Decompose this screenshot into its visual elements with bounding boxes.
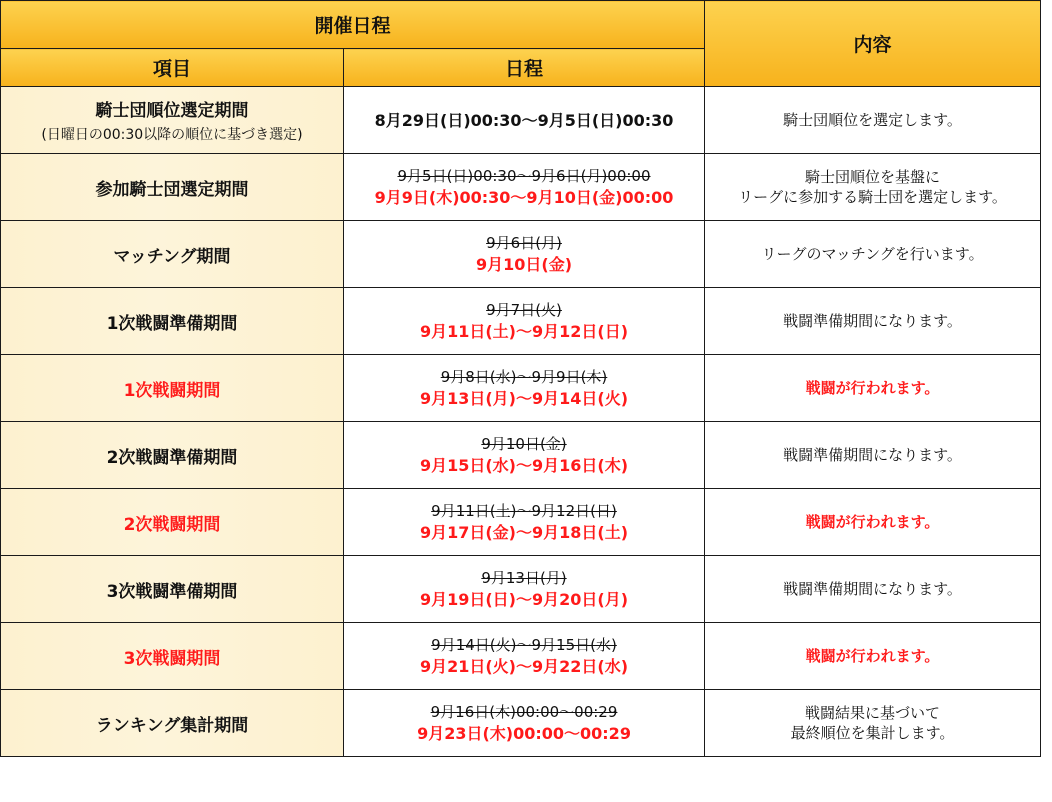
table-row — [1, 288, 1041, 355]
table-row — [1, 154, 1041, 221]
schedule-date-cell — [344, 87, 705, 154]
schedule-item-label: 2次戦闘期間 — [123, 514, 221, 535]
schedule-date-new: 9月9日(木)00:30〜9月10日(金)00:00 — [374, 188, 674, 207]
schedule-date-new: 9月23日(木)00:00〜00:29 — [417, 724, 631, 743]
table-row — [1, 489, 1041, 556]
schedule-item-note: (日曜日の00:30以降の順位に基づき選定) — [41, 127, 303, 143]
schedule-content-text: リーグのマッチングを行います。 — [761, 245, 984, 263]
schedule-date-old: 9月10日(金) — [481, 435, 567, 453]
schedule-date-old: 9月8日(水)〜9月9日(木) — [440, 368, 608, 386]
schedule-content-cell — [705, 422, 1041, 489]
header-date: 日程 — [344, 49, 705, 87]
schedule-content-text: 戦闘準備期間になります。 — [783, 446, 962, 464]
schedule-item-cell — [1, 87, 344, 154]
schedule-rows — [1, 87, 1041, 757]
schedule-item-label: 騎士団順位選定期間 — [95, 101, 249, 121]
schedule-date-new: 9月17日(金)〜9月18日(土) — [419, 523, 629, 542]
schedule-item-cell — [1, 221, 344, 288]
schedule-date-old: 9月14日(火)〜9月15日(水) — [431, 636, 617, 654]
schedule-content-text: 戦闘が行われます。 — [805, 513, 940, 531]
schedule-item-cell — [1, 355, 344, 422]
schedule-date-old: 9月13日(月) — [481, 569, 567, 587]
schedule-item-label: 2次戦闘準備期間 — [106, 447, 238, 468]
table-row — [1, 422, 1041, 489]
table-row — [1, 623, 1041, 690]
schedule-date-old: 9月7日(火) — [486, 301, 562, 319]
schedule-date-cell — [344, 154, 705, 221]
schedule-item-cell — [1, 154, 344, 221]
schedule-content-cell — [705, 690, 1041, 757]
table-row — [1, 355, 1041, 422]
schedule-date-cell — [344, 422, 705, 489]
schedule-content-text: 騎士団順位を基盤に — [805, 168, 941, 186]
table-row — [1, 87, 1041, 154]
header-schedule-group: 開催日程 — [1, 1, 705, 49]
schedule-content-text: リーグに参加する騎士団を選定します。 — [738, 188, 1007, 206]
table-row — [1, 690, 1041, 757]
schedule-content-cell — [705, 288, 1041, 355]
schedule-content-text: 戦闘が行われます。 — [805, 647, 940, 665]
schedule-content-text: 戦闘準備期間になります。 — [783, 312, 962, 330]
schedule-date-new: 9月19日(日)〜9月20日(月) — [419, 590, 629, 609]
schedule-content-cell — [705, 87, 1041, 154]
schedule-item-cell — [1, 422, 344, 489]
table-row — [1, 556, 1041, 623]
schedule-date-new: 9月10日(金) — [475, 255, 573, 274]
schedule-date-new: 9月13日(月)〜9月14日(火) — [419, 389, 629, 408]
schedule-content-cell — [705, 556, 1041, 623]
schedule-date: 8月29日(日)00:30〜9月5日(日)00:30 — [374, 110, 674, 130]
schedule-item-label: ランキング集計期間 — [95, 715, 249, 736]
schedule-content-cell — [705, 154, 1041, 221]
schedule-content-text: 戦闘結果に基づいて — [805, 704, 941, 722]
schedule-item-cell — [1, 623, 344, 690]
schedule-content-cell — [705, 355, 1041, 422]
schedule-item-label: 1次戦闘準備期間 — [106, 313, 238, 334]
schedule-date-cell — [344, 489, 705, 556]
header-content: 内容 — [705, 1, 1041, 87]
schedule-content-cell — [705, 489, 1041, 556]
schedule-item-label: 1次戦闘期間 — [123, 380, 221, 401]
schedule-item-cell — [1, 690, 344, 757]
schedule-item-cell — [1, 288, 344, 355]
schedule-content-text: 騎士団順位を選定します。 — [783, 111, 962, 129]
schedule-date-new: 9月11日(土)〜9月12日(日) — [419, 322, 629, 341]
schedule-item-label: 3次戦闘準備期間 — [106, 581, 238, 602]
schedule-item-cell — [1, 556, 344, 623]
schedule-item-label: 参加騎士団選定期間 — [95, 179, 249, 200]
schedule-date-cell — [344, 288, 705, 355]
schedule-date-new: 9月15日(水)〜9月16日(木) — [419, 456, 629, 475]
schedule-date-cell — [344, 556, 705, 623]
schedule-date-new: 9月21日(火)〜9月22日(水) — [419, 657, 629, 676]
schedule-content-text: 戦闘準備期間になります。 — [783, 580, 962, 598]
schedule-item-cell — [1, 489, 344, 556]
schedule-date-cell — [344, 623, 705, 690]
schedule-content-text: 最終順位を集計します。 — [790, 724, 955, 742]
schedule-date-cell — [344, 221, 705, 288]
table-row — [1, 221, 1041, 288]
header-item: 項目 — [1, 49, 344, 87]
schedule-item-label: 3次戦闘期間 — [123, 648, 221, 669]
schedule-date-cell — [344, 690, 705, 757]
schedule-content-cell — [705, 221, 1041, 288]
schedule-content-cell — [705, 623, 1041, 690]
schedule-content-text: 戦闘が行われます。 — [805, 379, 940, 397]
header-row-top — [1, 1, 1041, 49]
schedule-date-old: 9月16日(木)00:00〜00:29 — [430, 703, 618, 721]
schedule-date-cell — [344, 355, 705, 422]
schedule-date-old: 9月6日(月) — [486, 234, 562, 252]
schedule-date-old: 9月5日(日)00:30〜9月6日(月)00:00 — [397, 167, 651, 185]
schedule-item-label: マッチング期間 — [113, 246, 231, 267]
schedule-date-old: 9月11日(土)〜9月12日(日) — [431, 502, 617, 520]
